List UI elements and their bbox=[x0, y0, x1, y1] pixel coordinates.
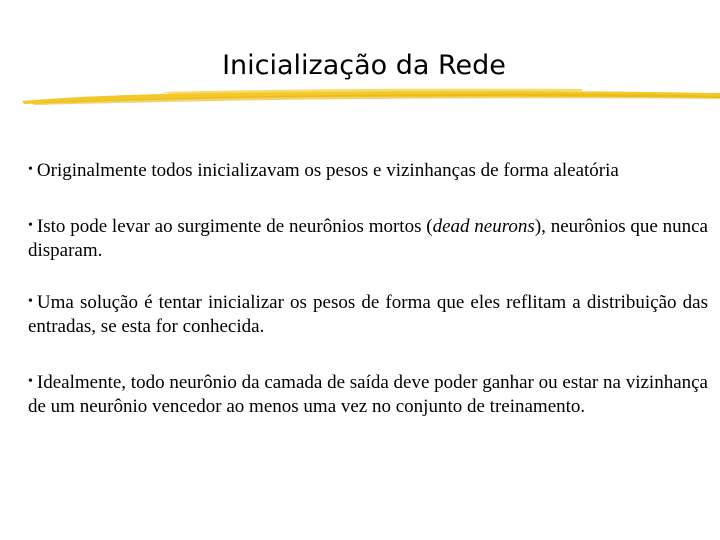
bullet-marker: • bbox=[28, 162, 33, 177]
bullet-item bbox=[28, 158, 720, 183]
bullet-text-italic: dead neurons bbox=[432, 216, 535, 237]
bullet-item bbox=[28, 290, 708, 339]
bullet-text: Idealmente, todo neurônio da camada de saída deve poder ganhar ou estar na vizinhança de um neurônio vencedor ao menos uma vez no conjunto de treinamento. bbox=[28, 372, 708, 417]
bullet-text: Isto pode levar ao surgimente de neurônios mortos ( bbox=[36, 216, 433, 237]
title-underline-brushstroke bbox=[22, 84, 720, 108]
bullet-text: Uma solução é tentar inicializar os pesos de forma que eles reflitam a distribuição das entradas, se esta for conhecida. bbox=[28, 292, 708, 337]
bullet-marker: • bbox=[28, 374, 33, 389]
bullet-item bbox=[28, 214, 708, 263]
bullet-text: Originalmente todos inicializavam os pesos e vizinhanças de forma aleatória bbox=[36, 160, 619, 181]
bullet-item bbox=[28, 370, 708, 419]
bullet-marker: • bbox=[28, 218, 33, 233]
slide-title: Inicialização da Rede bbox=[222, 50, 506, 81]
bullet-text: ), neurônios que nunca disparam. bbox=[28, 216, 708, 261]
bullet-marker: • bbox=[28, 294, 33, 309]
